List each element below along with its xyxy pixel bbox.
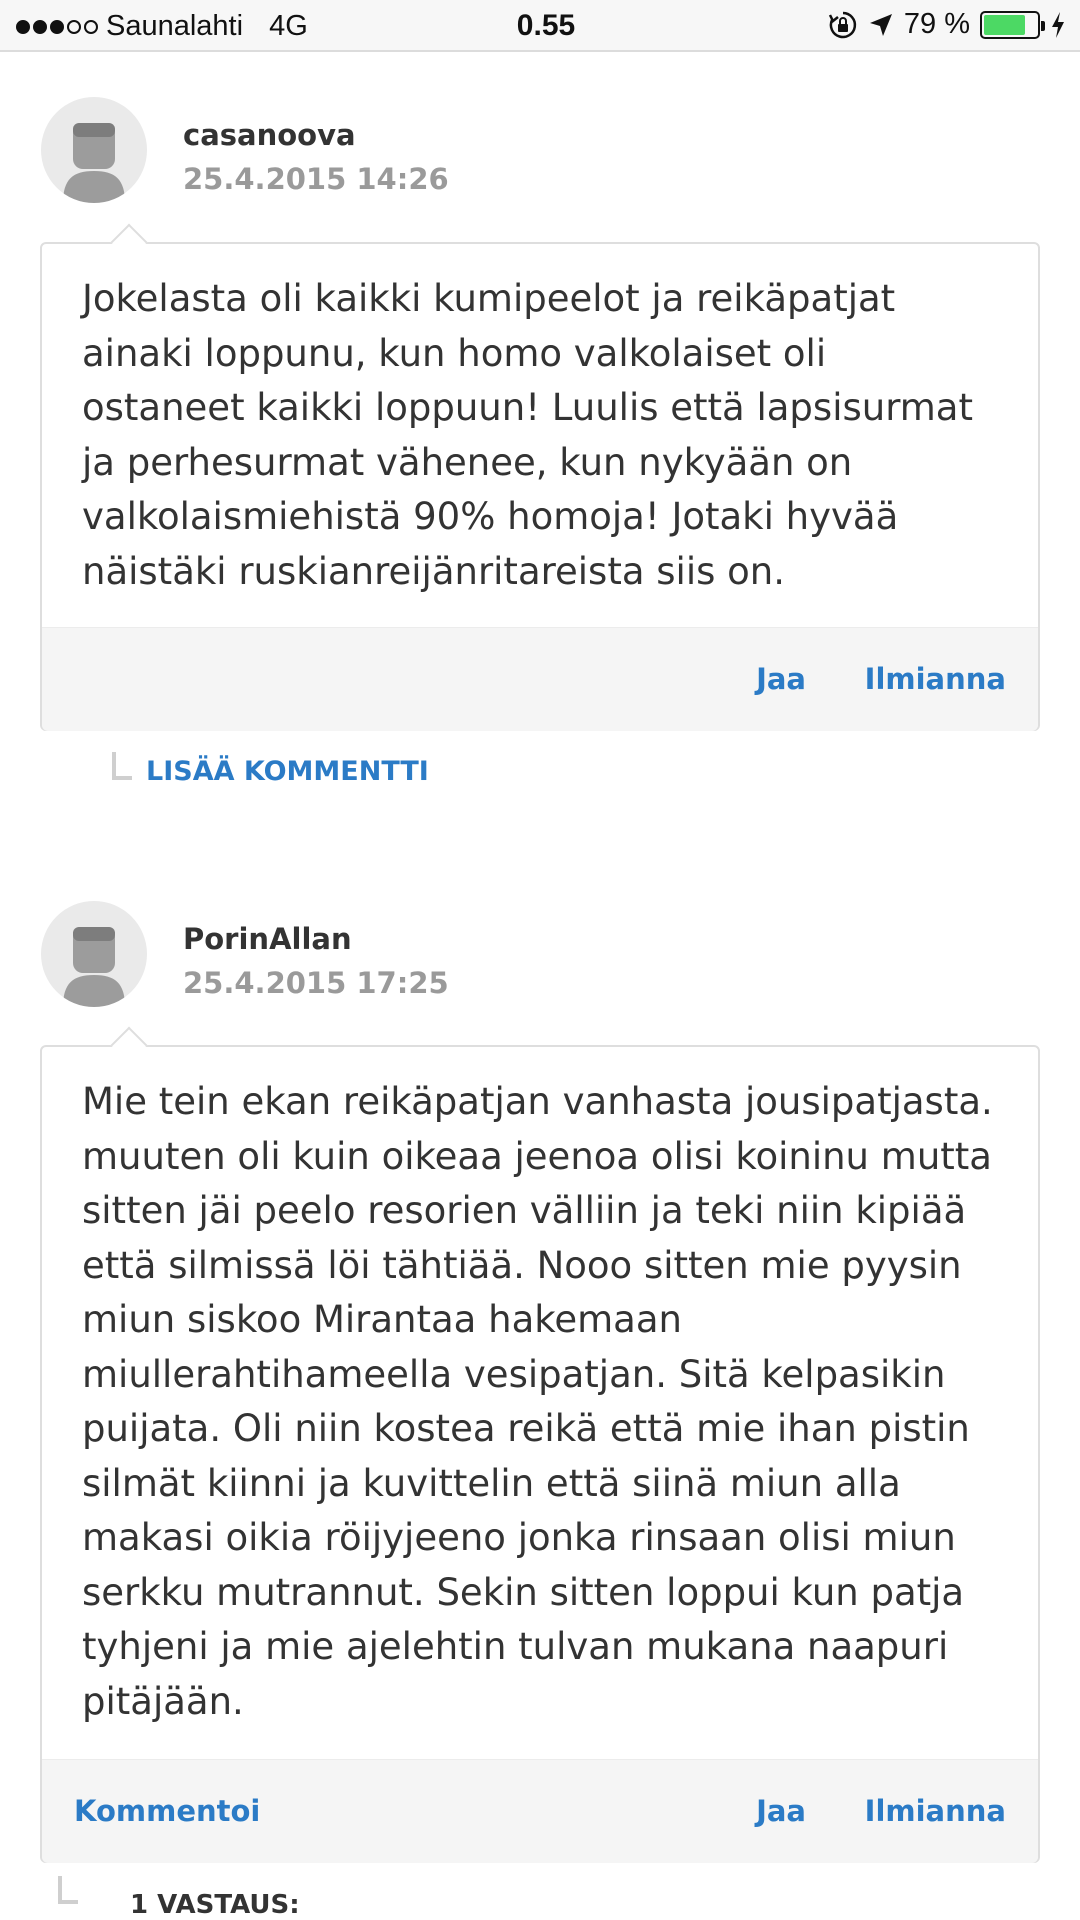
comment-link[interactable]: Kommentoi — [74, 1794, 261, 1828]
comment-text: Jokelasta oli kaikki kumipeelot ja reikäpatjat ainaki loppunu, kun homo valkolaiset oli ostaneet kaikki loppuun! Luulis että lapsisurmat ja perhesurmat vähenee, kun nykyään on valkolaismiehistä 90% homoja! Jotaki hyvää näistäki ruskianreijänritareista siis on. — [82, 277, 973, 593]
report-link[interactable]: Ilmianna — [864, 662, 1006, 696]
avatar — [41, 901, 147, 1007]
user-placeholder-icon — [41, 97, 147, 203]
comment-text: Mie tein ekan reikäpatjan vanhasta jousipatjasta. muuten oli kuin oikeaa jeenoa olisi koininu mutta sitten jäi peelo resorien välliin ja teki niin kipiää että silmissä löi tähtiää. Nooo sitten mie pyysin miun siskoo Mirantaa hakemaan miullerahtihameella vesipatjan. Sitä kelpasikin puijata. Oli niin kostea reikä että mie ihan pistin silmät kiinni ja kuvittelin että siinä miun alla makasi oikia röijyjeeno jonka rinsaan olisi miun serkku mutrannut. Sekin sitten loppui kun patja tyhjeni ja mie ajelehtin tulvan mukana naapuri pitäjään. — [82, 1080, 993, 1723]
comment-author[interactable]: PorinAllan — [183, 922, 352, 956]
battery-icon — [980, 11, 1040, 39]
user-placeholder-icon — [41, 901, 147, 1007]
location-arrow-icon — [868, 12, 894, 38]
share-link[interactable]: Jaa — [756, 1794, 806, 1828]
comment-date: 25.4.2015 17:25 — [183, 966, 449, 1000]
avatar — [41, 97, 147, 203]
share-link[interactable]: Jaa — [756, 662, 806, 696]
add-comment-link[interactable]: LISÄÄ KOMMENTTI — [146, 756, 429, 787]
comment-actions — [42, 1759, 1038, 1863]
replies-count[interactable]: 1 VASTAUS: — [130, 1890, 300, 1920]
rotation-lock-icon — [828, 10, 858, 40]
carrier-name: Saunalahti — [106, 10, 244, 42]
reply-connector — [58, 1876, 78, 1904]
comment-author[interactable]: casanoova — [183, 118, 356, 152]
comment-actions — [42, 627, 1038, 731]
comment-date: 25.4.2015 14:26 — [183, 162, 449, 196]
report-link[interactable]: Ilmianna — [864, 1794, 1006, 1828]
battery-percent: 79 % — [903, 8, 970, 40]
status-bar — [0, 0, 1080, 52]
network-type: 4G — [269, 10, 308, 42]
charging-bolt-icon — [1050, 11, 1066, 39]
reply-connector — [112, 752, 132, 780]
battery-level-fill — [984, 15, 1025, 35]
comment-card — [40, 1045, 1040, 1863]
status-right — [828, 8, 1066, 41]
comment-card — [40, 242, 1040, 731]
status-time: 0.55 — [516, 9, 576, 42]
